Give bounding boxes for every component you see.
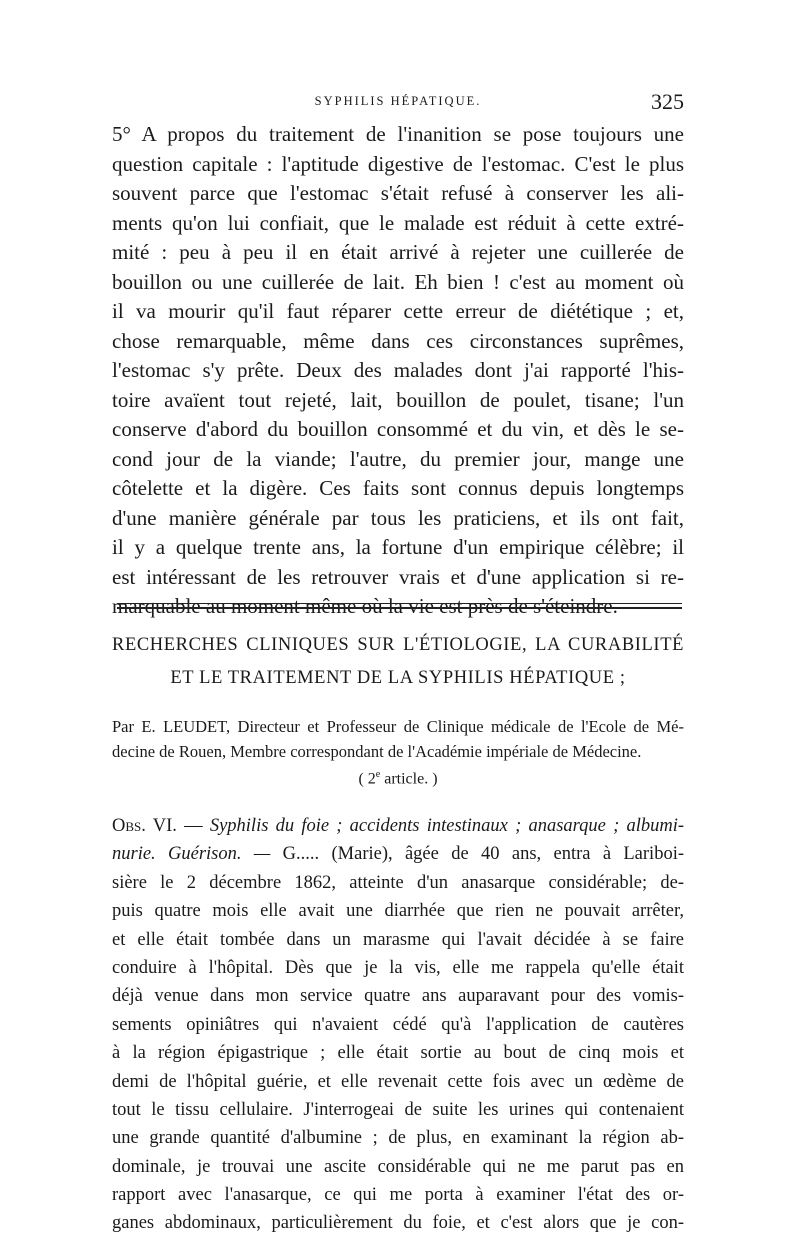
running-head [112, 89, 684, 116]
byline-line: decine de Rouen, Membre correspondant de l'Académie impériale de Médecine. [112, 742, 642, 761]
article-note-close: article. ) [380, 770, 438, 788]
text-line: d'une manière générale par tous les praticiens, et ils ont fait, [112, 505, 684, 530]
article-note-open: ( 2 [358, 770, 376, 788]
text-line: bouillon ou une cuillerée de lait. Eh bien ! c'est au moment où [112, 269, 684, 294]
observation-title-end: nurie. Guérison. — [112, 844, 283, 865]
article-part-note [112, 769, 684, 788]
observation-heading-line [112, 812, 684, 840]
text-line: sière le 2 décembre 1862, atteinte d'un anasarque considérable; de- [112, 872, 684, 893]
article-title-line: ET LE TRAITEMENT DE LA SYPHILIS HÉPATIQUE ; [170, 668, 626, 688]
text-line: une grande quantité d'albumine ; de plus, en examinant la région ab- [112, 1128, 684, 1149]
text-line: puis quatre mois elle avait une diarrhée que rien ne pouvait arrêter, [112, 901, 684, 922]
text-line: sements opiniâtres qui n'avaient cédé qu'à l'application de cautères [112, 1014, 684, 1035]
text-line: déjà venue dans mon service quatre ans auparavant pour des vomis- [112, 986, 684, 1007]
observation-paragraph [112, 812, 684, 1238]
text-line: mité : peu à peu il en était arrivé à rejeter une cuillerée de [112, 240, 684, 264]
text-line: conserve d'abord du bouillon consommé et du vin, et dès le se- [112, 417, 684, 441]
text-line: 5° A propos du traitement de l'inanition se pose toujours une [112, 122, 684, 146]
text-line: conduire à l'hôpital. Dès que je la vis, elle me rappela qu'elle était [112, 957, 684, 978]
article-title-line: RECHERCHES CLINIQUES SUR L'ÉTIOLOGIE, LA CURABILITÉ [112, 635, 684, 655]
article-title [112, 629, 684, 695]
author-byline [112, 714, 684, 764]
text-line: toire avaïent tout rejeté, lait, bouillon de poulet, tisane; l'un [112, 387, 684, 412]
text-line: et elle était tombée dans un marasme qui l'avait décidée à se faire [112, 929, 684, 950]
text-line: cond jour de la viande; l'autre, du premier jour, mange une [112, 446, 684, 471]
text-line: à la région épigastrique ; elle était sortie au bout de cinq mois et [112, 1043, 684, 1064]
text-line: l'estomac s'y prête. Deux des malades dont j'ai rapporté l'his- [112, 358, 684, 382]
observation-label: Obs. VI. [112, 816, 177, 836]
section-divider-top [117, 603, 682, 604]
text-line: chose remarquable, même dans ces circonstances suprêmes, [112, 328, 684, 353]
text-line: rapport avec l'anasarque, ce qui me porta à examiner l'état des or- [112, 1185, 684, 1206]
text-line: tout le tissu cellulaire. J'interrogeai de suite les urines qui contenaient [112, 1099, 684, 1120]
text-line: souvent parce que l'estomac s'était refusé à conserver les ali- [112, 181, 684, 205]
article-note-superscript: e [375, 769, 381, 780]
page-number: 325 [651, 89, 684, 114]
observation-title: Syphilis du foie ; accidents intestinaux ; anasarque ; albumi- [209, 816, 685, 836]
text-line: ganes abdominaux, particulièrement du foie, et c'est alors que je con- [112, 1213, 684, 1234]
text-line: il va mourir qu'il faut réparer cette erreur de diététique ; et, [112, 299, 684, 323]
text-line: demi de l'hôpital guérie, et elle revenait cette fois avec un œdème de [112, 1071, 684, 1092]
intro-paragraph [112, 120, 684, 622]
text-line [112, 840, 684, 868]
byline-line: Par E. LEUDET, Directeur et Professeur de Clinique médicale de l'Ecole de Mé- [112, 717, 684, 736]
text-line: il y a quelque trente ans, la fortune d'un empirique célèbre; il [112, 535, 684, 559]
text-line: est intéressant de les retrouver vrais et d'une application si re- [112, 564, 684, 589]
text-line: dominale, je trouvai une ascite considérable qui ne me parut pas en [112, 1156, 684, 1177]
text-line: ments qu'on lui confiait, que le malade est réduit à cette extré- [112, 210, 684, 235]
text-line: question capitale : l'aptitude digestive de l'estomac. C'est le plus [112, 151, 684, 176]
observation-dash: — [176, 816, 210, 836]
text-line: marquable au moment même où la vie est près de s'éteindre. [112, 594, 618, 618]
section-divider-bottom [117, 607, 682, 609]
running-title: SYPHILIS HÉPATIQUE. [314, 94, 482, 108]
text-line: côtelette et la digère. Ces faits sont connus depuis longtemps [112, 476, 684, 500]
observation-text: G..... (Marie), âgée de 40 ans, entra à Lariboi- [282, 844, 684, 865]
